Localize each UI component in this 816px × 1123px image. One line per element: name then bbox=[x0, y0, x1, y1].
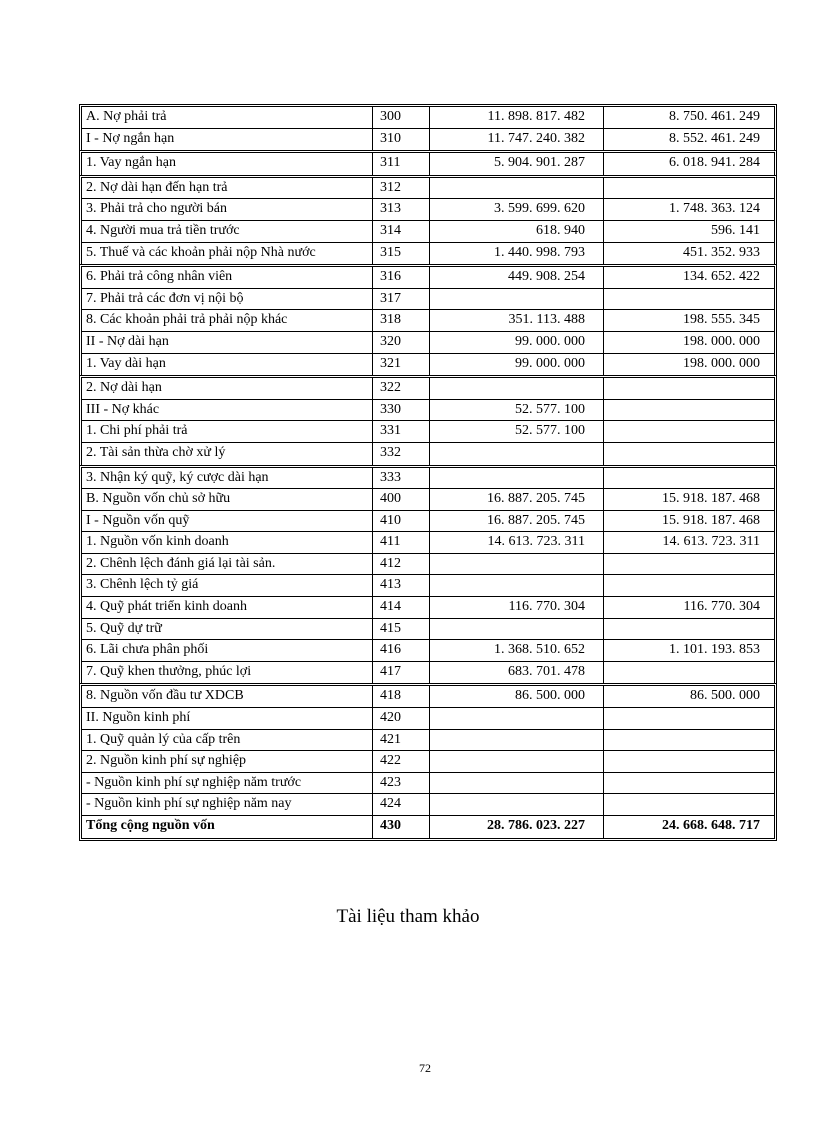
row-amount-end: 1. 101. 193. 853 bbox=[669, 642, 760, 658]
row-amount-end: 86. 500. 000 bbox=[690, 688, 760, 704]
row-amount-begin bbox=[430, 178, 604, 199]
table-row bbox=[82, 289, 774, 311]
table-row bbox=[82, 221, 774, 243]
row-label: 8. Nguồn vốn đầu tư XDCB bbox=[82, 686, 373, 707]
row-code: 322 bbox=[373, 378, 430, 399]
table-row bbox=[82, 686, 774, 708]
row-label: 5. Quỹ dự trữ bbox=[82, 619, 373, 640]
row-amount-begin: 11. 747. 240. 382 bbox=[430, 129, 604, 151]
row-amount-begin: 16. 887. 205. 745 bbox=[430, 511, 604, 532]
row-code: 314 bbox=[373, 221, 430, 242]
row-label: 1. Vay ngắn hạn bbox=[82, 153, 373, 175]
table-row bbox=[82, 468, 774, 490]
row-amount-end bbox=[604, 443, 774, 465]
row-amount-end bbox=[604, 619, 774, 640]
row-amount-begin: 99. 000. 000 bbox=[430, 354, 604, 376]
row-label: II. Nguồn kinh phí bbox=[82, 708, 373, 729]
table-row bbox=[82, 310, 774, 332]
row-amount-begin bbox=[430, 751, 604, 772]
row-amount-end bbox=[604, 773, 774, 794]
row-amount-begin: 52. 577. 100 bbox=[430, 400, 604, 421]
row-label: 2. Tài sản thừa chờ xử lý bbox=[82, 443, 373, 465]
row-label: 1. Nguồn vốn kinh doanh bbox=[82, 532, 373, 553]
row-amount-begin bbox=[430, 708, 604, 729]
row-amount-begin: 5. 904. 901. 287 bbox=[430, 153, 604, 175]
row-label: 6. Lãi chưa phân phối bbox=[82, 640, 373, 661]
row-amount-end bbox=[604, 178, 774, 199]
row-amount-end bbox=[604, 662, 774, 684]
table-row-group bbox=[79, 465, 777, 684]
table-row-group bbox=[79, 104, 777, 150]
row-code: 311 bbox=[373, 153, 430, 175]
table-row bbox=[82, 619, 774, 641]
row-code: 331 bbox=[373, 421, 430, 442]
row-code: 422 bbox=[373, 751, 430, 772]
table-row bbox=[82, 532, 774, 554]
row-label: 8. Các khoản phải trả phải nộp khác bbox=[82, 310, 373, 331]
table-row bbox=[82, 794, 774, 816]
table-row bbox=[82, 751, 774, 773]
table-row bbox=[82, 107, 774, 129]
row-amount-end bbox=[604, 708, 774, 729]
row-code: 415 bbox=[373, 619, 430, 640]
row-code: 417 bbox=[373, 662, 430, 684]
row-amount-begin bbox=[430, 575, 604, 596]
row-label: 7. Quỹ khen thưởng, phúc lợi bbox=[82, 662, 373, 684]
table-row bbox=[82, 178, 774, 200]
row-code: 320 bbox=[373, 332, 430, 353]
row-code: 416 bbox=[373, 640, 430, 661]
table-row bbox=[82, 378, 774, 400]
row-code: 318 bbox=[373, 310, 430, 331]
row-amount-begin: 683. 701. 478 bbox=[430, 662, 604, 684]
row-code: 413 bbox=[373, 575, 430, 596]
row-code: 423 bbox=[373, 773, 430, 794]
row-code: 317 bbox=[373, 289, 430, 310]
row-label: 2. Nợ dài hạn đến hạn trả bbox=[82, 178, 373, 199]
row-label: II - Nợ dài hạn bbox=[82, 332, 373, 353]
row-code: 430 bbox=[373, 816, 430, 838]
row-amount-end: 198. 000. 000 bbox=[683, 355, 760, 371]
row-amount-end: 14. 613. 723. 311 bbox=[662, 534, 760, 550]
row-amount-end: 596. 141 bbox=[711, 222, 760, 238]
row-code: 421 bbox=[373, 730, 430, 751]
table-row-group bbox=[79, 264, 777, 375]
row-code: 321 bbox=[373, 354, 430, 376]
table-row bbox=[82, 243, 774, 265]
references-title: Tài liệu tham khảo bbox=[336, 906, 480, 927]
row-amount-end: 116. 770. 304 bbox=[683, 599, 760, 615]
row-label: 5. Thuế và các khoản phải nộp Nhà nước bbox=[82, 243, 373, 265]
row-amount-end bbox=[604, 468, 774, 489]
table-row bbox=[82, 662, 774, 684]
row-label: 1. Vay dài hạn bbox=[82, 354, 373, 376]
row-label: 4. Quỹ phát triển kinh doanh bbox=[82, 597, 373, 618]
row-label: B. Nguồn vốn chủ sở hữu bbox=[82, 489, 373, 510]
row-code: 410 bbox=[373, 511, 430, 532]
row-amount-begin: 99. 000. 000 bbox=[430, 332, 604, 353]
row-code: 414 bbox=[373, 597, 430, 618]
row-amount-begin: 11. 898. 817. 482 bbox=[430, 107, 604, 128]
table-row bbox=[82, 400, 774, 422]
page-number: 72 bbox=[419, 1061, 431, 1075]
table-row bbox=[82, 773, 774, 795]
row-amount-end: 198. 555. 345 bbox=[683, 312, 760, 328]
row-code: 424 bbox=[373, 794, 430, 815]
row-amount-end: 24. 668. 648. 717 bbox=[662, 818, 760, 833]
row-amount-begin bbox=[430, 378, 604, 399]
row-label: I - Nguồn vốn quỹ bbox=[82, 511, 373, 532]
row-code: 420 bbox=[373, 708, 430, 729]
row-code: 400 bbox=[373, 489, 430, 510]
row-amount-end bbox=[604, 378, 774, 399]
row-code: 418 bbox=[373, 686, 430, 707]
row-code: 333 bbox=[373, 468, 430, 489]
balance-sheet-table bbox=[79, 104, 777, 841]
row-amount-end bbox=[604, 289, 774, 310]
row-code: 312 bbox=[373, 178, 430, 199]
row-amount-end bbox=[604, 751, 774, 772]
row-amount-end bbox=[604, 575, 774, 596]
row-label: 2. Chênh lệch đánh giá lại tài sản. bbox=[82, 554, 373, 575]
table-row bbox=[82, 554, 774, 576]
row-amount-begin bbox=[430, 794, 604, 815]
row-amount-begin: 14. 613. 723. 311 bbox=[430, 532, 604, 553]
table-row-group bbox=[79, 375, 777, 464]
row-code: 313 bbox=[373, 199, 430, 220]
row-amount-begin bbox=[430, 443, 604, 465]
row-label: 6. Phải trả công nhân viên bbox=[82, 267, 373, 288]
row-amount-begin bbox=[430, 289, 604, 310]
table-row-group bbox=[79, 150, 777, 175]
table-row bbox=[82, 708, 774, 730]
row-amount-begin: 351. 113. 488 bbox=[430, 310, 604, 331]
table-row bbox=[82, 354, 774, 376]
row-amount-begin: 3. 599. 699. 620 bbox=[430, 199, 604, 220]
row-amount-end: 8. 750. 461. 249 bbox=[669, 109, 760, 124]
row-amount-begin: 86. 500. 000 bbox=[430, 686, 604, 707]
table-row bbox=[82, 153, 774, 175]
table-row bbox=[82, 332, 774, 354]
table-row bbox=[82, 129, 774, 151]
row-label: 7. Phải trả các đơn vị nội bộ bbox=[82, 289, 373, 310]
table-row-group bbox=[79, 683, 777, 840]
row-label: 3. Chênh lệch tỷ giá bbox=[82, 575, 373, 596]
table-row bbox=[82, 267, 774, 289]
table-row bbox=[82, 421, 774, 443]
row-label: - Nguồn kinh phí sự nghiệp năm nay bbox=[82, 794, 373, 815]
table-row bbox=[82, 597, 774, 619]
row-amount-end bbox=[604, 421, 774, 442]
row-code: 300 bbox=[373, 107, 430, 128]
table-total-row bbox=[82, 816, 774, 838]
table-row bbox=[82, 511, 774, 533]
row-label: 2. Nguồn kinh phí sự nghiệp bbox=[82, 751, 373, 772]
row-amount-end: 15. 918. 187. 468 bbox=[662, 512, 760, 528]
row-amount-begin: 618. 940 bbox=[430, 221, 604, 242]
table-row-group bbox=[79, 175, 777, 264]
row-amount-begin: 449. 908. 254 bbox=[430, 267, 604, 288]
row-label: Tổng cộng nguồn vốn bbox=[82, 816, 373, 838]
row-code: 330 bbox=[373, 400, 430, 421]
row-amount-end: 198. 000. 000 bbox=[683, 333, 760, 349]
row-amount-begin bbox=[430, 468, 604, 489]
row-label: 1. Chi phí phải trả bbox=[82, 421, 373, 442]
row-amount-end bbox=[604, 794, 774, 815]
row-label: 2. Nợ dài hạn bbox=[82, 378, 373, 399]
row-amount-begin bbox=[430, 730, 604, 751]
table-row bbox=[82, 199, 774, 221]
row-amount-begin: 1. 368. 510. 652 bbox=[430, 640, 604, 661]
row-amount-begin bbox=[430, 619, 604, 640]
row-label: A. Nợ phải trả bbox=[82, 107, 373, 128]
row-amount-end bbox=[604, 554, 774, 575]
row-amount-begin bbox=[430, 554, 604, 575]
row-amount-end: 134. 652. 422 bbox=[683, 269, 760, 285]
row-label: 3. Nhận ký quỹ, ký cược dài hạn bbox=[82, 468, 373, 489]
row-code: 310 bbox=[373, 129, 430, 151]
row-label: 4. Người mua trả tiền trước bbox=[82, 221, 373, 242]
row-amount-begin: 116. 770. 304 bbox=[430, 597, 604, 618]
row-label: 1. Quỹ quản lý của cấp trên bbox=[82, 730, 373, 751]
row-label: I - Nợ ngắn hạn bbox=[82, 129, 373, 151]
row-code: 411 bbox=[373, 532, 430, 553]
table-row bbox=[82, 730, 774, 752]
row-code: 412 bbox=[373, 554, 430, 575]
table-row bbox=[82, 489, 774, 511]
row-amount-end: 1. 748. 363. 124 bbox=[669, 201, 760, 217]
row-amount-begin bbox=[430, 773, 604, 794]
row-amount-begin: 28. 786. 023. 227 bbox=[430, 816, 604, 838]
row-code: 315 bbox=[373, 243, 430, 265]
row-label: III - Nợ khác bbox=[82, 400, 373, 421]
table-row bbox=[82, 443, 774, 465]
row-amount-end bbox=[604, 400, 774, 421]
row-label: 3. Phải trả cho người bán bbox=[82, 199, 373, 220]
row-code: 316 bbox=[373, 267, 430, 288]
row-amount-begin: 52. 577. 100 bbox=[430, 421, 604, 442]
table-row bbox=[82, 640, 774, 662]
row-amount-end bbox=[604, 730, 774, 751]
row-amount-end: 15. 918. 187. 468 bbox=[662, 491, 760, 507]
row-amount-end: 451. 352. 933 bbox=[683, 244, 760, 260]
row-label: - Nguồn kinh phí sự nghiệp năm trước bbox=[82, 773, 373, 794]
row-code: 332 bbox=[373, 443, 430, 465]
row-amount-begin: 1. 440. 998. 793 bbox=[430, 243, 604, 265]
row-amount-begin: 16. 887. 205. 745 bbox=[430, 489, 604, 510]
row-amount-end: 6. 018. 941. 284 bbox=[669, 155, 760, 171]
table-row bbox=[82, 575, 774, 597]
row-amount-end: 8. 552. 461. 249 bbox=[669, 130, 760, 146]
